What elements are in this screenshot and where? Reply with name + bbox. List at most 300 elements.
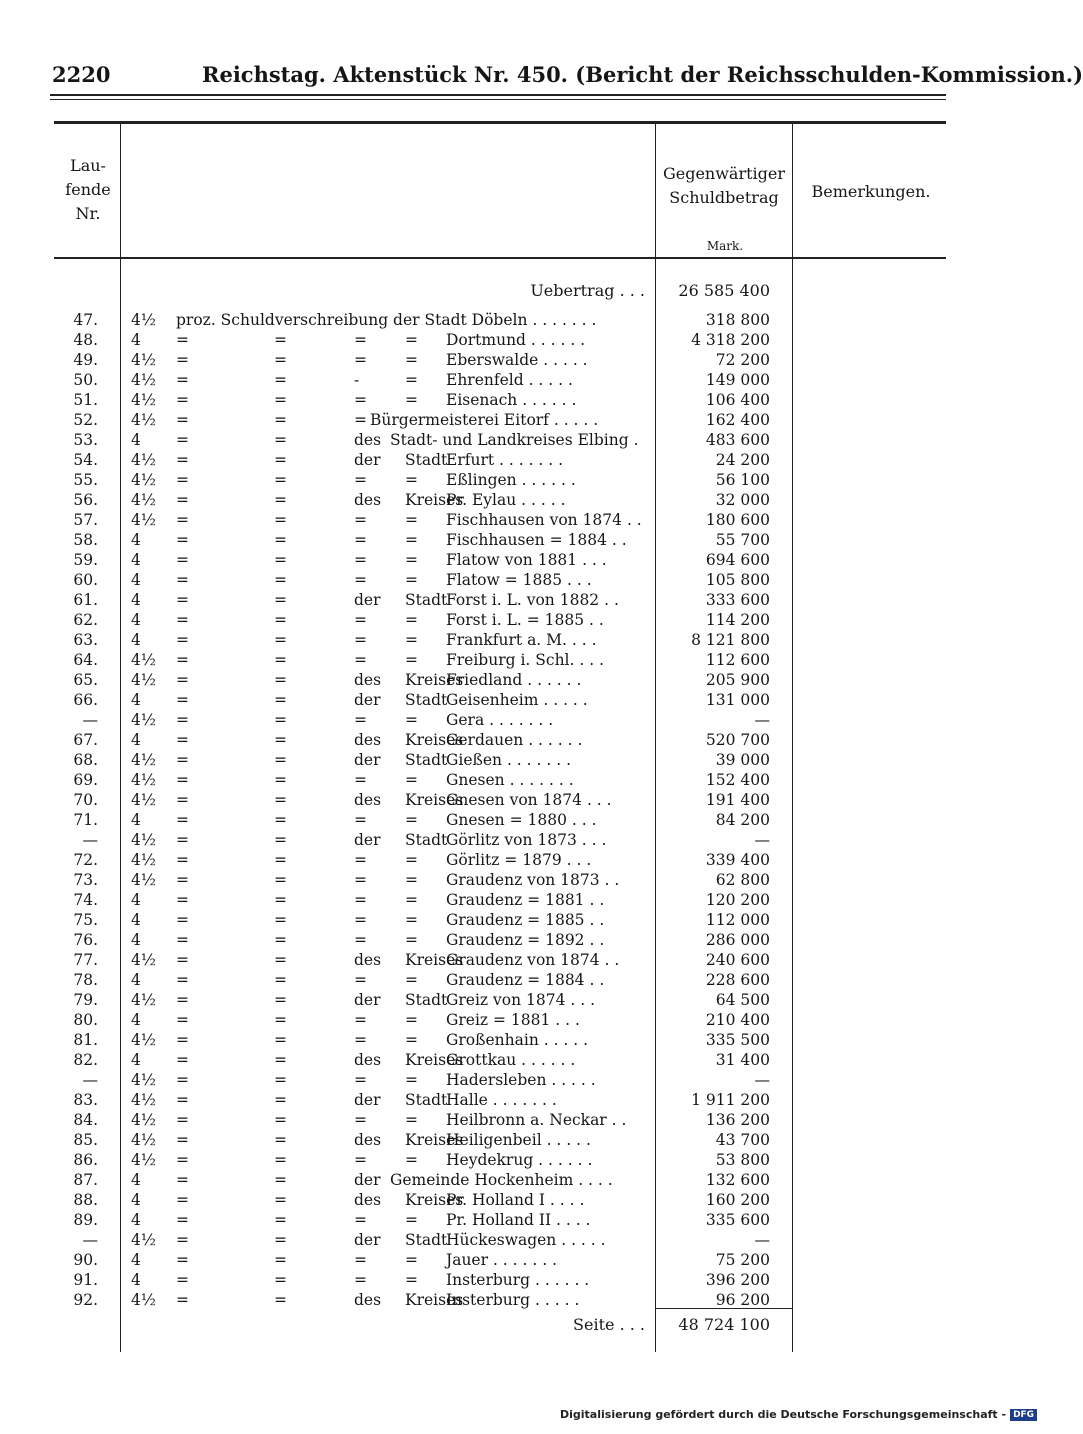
- issuer-type: =: [405, 1111, 418, 1129]
- interest-rate: 4½: [131, 1131, 156, 1149]
- issuer-article: der: [354, 691, 381, 709]
- issuer-article: =: [354, 1251, 367, 1269]
- issuer-name: Dortmund . . . . . .: [446, 331, 586, 349]
- interest-rate: 4½: [131, 951, 156, 969]
- row-number: 72.: [73, 851, 98, 869]
- ditto-mark: =: [274, 991, 287, 1009]
- interest-rate: 4: [131, 891, 141, 909]
- header-title: Reichstag. Aktenstück Nr. 450. (Bericht der Reichsschulden-Kommission.): [202, 62, 1083, 87]
- ditto-mark: =: [176, 1251, 189, 1269]
- current-debt-amount: —: [754, 1231, 770, 1249]
- issuer-article: =: [354, 611, 367, 629]
- current-debt-amount: 64 500: [715, 991, 770, 1009]
- table-row: [0, 1210, 1000, 1230]
- issuer-article: =: [354, 891, 367, 909]
- issuer-article: =: [354, 351, 367, 369]
- current-debt-amount: 131 000: [705, 691, 770, 709]
- ditto-mark: =: [274, 391, 287, 409]
- issuer-name: Fischhausen = 1884 . .: [446, 531, 627, 549]
- page-number: 2220: [52, 62, 111, 87]
- ditto-mark: =: [274, 1051, 287, 1069]
- page-header: [52, 62, 1083, 92]
- issuer-type: =: [405, 931, 418, 949]
- interest-rate: 4½: [131, 511, 156, 529]
- ditto-mark: =: [274, 951, 287, 969]
- ditto-mark: =: [274, 571, 287, 589]
- row-number: 54.: [73, 451, 98, 469]
- issuer-article: =: [354, 851, 367, 869]
- interest-rate: 4½: [131, 351, 156, 369]
- table-row: [0, 790, 1000, 810]
- issuer-article: =: [354, 971, 367, 989]
- issuer-type: =: [405, 711, 418, 729]
- table-row: [0, 450, 1000, 470]
- ditto-mark: =: [176, 851, 189, 869]
- row-number: 87.: [73, 1171, 98, 1189]
- interest-rate: 4½: [131, 1291, 156, 1309]
- table-row: [0, 850, 1000, 870]
- table-row: [0, 510, 1000, 530]
- interest-rate: 4: [131, 571, 141, 589]
- ditto-mark: =: [274, 491, 287, 509]
- ditto-mark: =: [176, 731, 189, 749]
- interest-rate: 4½: [131, 671, 156, 689]
- table-row: [0, 830, 1000, 850]
- ditto-mark: =: [176, 831, 189, 849]
- interest-rate: 4½: [131, 1151, 156, 1169]
- table-row: [0, 710, 1000, 730]
- current-debt-amount: 43 700: [715, 1131, 770, 1149]
- row-number: 61.: [73, 591, 98, 609]
- issuer-type: =: [405, 471, 418, 489]
- ditto-mark: =: [176, 1111, 189, 1129]
- ditto-mark: =: [176, 951, 189, 969]
- issuer-name: Forst i. L. = 1885 . .: [446, 611, 604, 629]
- row-number: 65.: [73, 671, 98, 689]
- ditto-mark: =: [274, 1171, 287, 1189]
- issuer-article: der: [354, 591, 381, 609]
- ditto-mark: =: [274, 611, 287, 629]
- ditto-mark: =: [274, 751, 287, 769]
- issuer-article: =: [354, 331, 367, 349]
- ditto-mark: =: [176, 1171, 189, 1189]
- issuer-article: des: [354, 431, 382, 449]
- current-debt-amount: 31 400: [715, 1051, 770, 1069]
- issuer-type: =: [405, 511, 418, 529]
- issuer-type: Kreises: [405, 1131, 464, 1149]
- ditto-mark: =: [176, 631, 189, 649]
- ditto-mark: =: [274, 1111, 287, 1129]
- issuer-type: Kreises: [405, 731, 464, 749]
- table-row: [0, 1110, 1000, 1130]
- ditto-mark: =: [176, 791, 189, 809]
- issuer-type: Kreises: [405, 1191, 464, 1209]
- row-number: 74.: [73, 891, 98, 909]
- ditto-mark: =: [274, 691, 287, 709]
- ditto-mark: =: [176, 371, 189, 389]
- table-row: [0, 890, 1000, 910]
- issuer-article: der: [354, 1091, 381, 1109]
- issuer-name: Frankfurt a. M. . . .: [446, 631, 597, 649]
- current-debt-amount: 8 121 800: [691, 631, 770, 649]
- ditto-mark: =: [274, 1131, 287, 1149]
- row-number: 77.: [73, 951, 98, 969]
- issuer-type: =: [405, 551, 418, 569]
- ditto-mark: =: [176, 491, 189, 509]
- current-debt-amount: 84 200: [715, 811, 770, 829]
- issuer-type: =: [405, 1011, 418, 1029]
- issuer-name: Gera . . . . . . .: [446, 711, 554, 729]
- ditto-mark: =: [176, 691, 189, 709]
- current-debt-amount: 180 600: [705, 511, 770, 529]
- issuer-name: Görlitz = 1879 . . .: [446, 851, 592, 869]
- current-debt-amount: —: [754, 831, 770, 849]
- row-number: 55.: [73, 471, 98, 489]
- row-number: —: [82, 1071, 98, 1089]
- table-head-rule: [54, 257, 946, 259]
- ditto-mark: =: [176, 1031, 189, 1049]
- row-number: 70.: [73, 791, 98, 809]
- ditto-mark: =: [176, 611, 189, 629]
- interest-rate: 4: [131, 931, 141, 949]
- issuer-article: -: [354, 371, 360, 389]
- current-debt-amount: 396 200: [705, 1271, 770, 1289]
- issuer-type: =: [405, 971, 418, 989]
- issuer-name: Gemeinde Hockenheim . . . .: [390, 1171, 613, 1189]
- page-total-label: Seite . . .: [573, 1315, 645, 1334]
- current-debt-amount: —: [754, 711, 770, 729]
- ditto-mark: =: [176, 1151, 189, 1169]
- interest-rate: 4½: [131, 1231, 156, 1249]
- ditto-mark: =: [274, 931, 287, 949]
- table-row: [0, 570, 1000, 590]
- ditto-mark: =: [274, 551, 287, 569]
- carry-over-label: Uebertrag . . .: [530, 281, 645, 300]
- table-top-rule: [54, 121, 946, 124]
- row-number: 48.: [73, 331, 98, 349]
- carry-over-amount: 26 585 400: [678, 281, 770, 300]
- row-number: 79.: [73, 991, 98, 1009]
- issuer-name: Freiburg i. Schl. . . .: [446, 651, 604, 669]
- issuer-article: =: [354, 471, 367, 489]
- table-row: [0, 490, 1000, 510]
- issuer-article: =: [354, 771, 367, 789]
- interest-rate: 4½: [131, 831, 156, 849]
- issuer-type: =: [405, 571, 418, 589]
- issuer-type: Kreises: [405, 951, 464, 969]
- interest-rate: 4½: [131, 711, 156, 729]
- ditto-mark: =: [176, 1191, 189, 1209]
- issuer-name: Pr. Holland I . . . .: [446, 1191, 585, 1209]
- footer-text: Digitalisierung gefördert durch die Deutsche Forschungsgemeinschaft -: [560, 1408, 1007, 1421]
- ditto-mark: =: [274, 471, 287, 489]
- current-debt-amount: 286 000: [705, 931, 770, 949]
- issuer-type: =: [405, 351, 418, 369]
- table-row: [0, 910, 1000, 930]
- issuer-article: der: [354, 751, 381, 769]
- table-row: [0, 1130, 1000, 1150]
- issuer-name: Eberswalde . . . . .: [446, 351, 588, 369]
- ditto-mark: =: [176, 551, 189, 569]
- current-debt-amount: 520 700: [705, 731, 770, 749]
- row-number: —: [82, 1231, 98, 1249]
- issuer-name: Gerdauen . . . . . .: [446, 731, 583, 749]
- row-number: 60.: [73, 571, 98, 589]
- table-row: [0, 1290, 1000, 1310]
- row-number: 49.: [73, 351, 98, 369]
- ditto-mark: =: [274, 431, 287, 449]
- row-number: 67.: [73, 731, 98, 749]
- ditto-mark: =: [274, 731, 287, 749]
- current-debt-amount: 39 000: [715, 751, 770, 769]
- table-row: [0, 1010, 1000, 1030]
- current-debt-amount: 72 200: [715, 351, 770, 369]
- table-row: [0, 630, 1000, 650]
- ditto-mark: =: [274, 531, 287, 549]
- ditto-mark: =: [176, 411, 189, 429]
- ditto-mark: =: [176, 531, 189, 549]
- issuer-article: der: [354, 1171, 381, 1189]
- interest-rate: 4: [131, 691, 141, 709]
- table-row: [0, 550, 1000, 570]
- ditto-mark: =: [274, 1091, 287, 1109]
- current-debt-amount: 132 600: [705, 1171, 770, 1189]
- row-number: 63.: [73, 631, 98, 649]
- ditto-mark: =: [274, 671, 287, 689]
- interest-rate: 4: [131, 531, 141, 549]
- row-number: 73.: [73, 871, 98, 889]
- ditto-mark: =: [176, 511, 189, 529]
- ditto-mark: =: [274, 1231, 287, 1249]
- dfg-logo-icon: DFG: [1010, 1409, 1037, 1421]
- issuer-name: Greiz von 1874 . . .: [446, 991, 596, 1009]
- page-total-amount: 48 724 100: [678, 1315, 770, 1334]
- ditto-mark: =: [176, 671, 189, 689]
- row-number: 57.: [73, 511, 98, 529]
- interest-rate: 4: [131, 591, 141, 609]
- current-debt-amount: 483 600: [705, 431, 770, 449]
- table-row: [0, 1150, 1000, 1170]
- current-debt-amount: 152 400: [705, 771, 770, 789]
- ditto-mark: =: [176, 1231, 189, 1249]
- issuer-name: Friedland . . . . . .: [446, 671, 582, 689]
- table-row: [0, 1270, 1000, 1290]
- col-header-nr: Lau- fende Nr.: [65, 156, 111, 223]
- issuer-type: Stadt: [405, 691, 448, 709]
- ditto-mark: =: [176, 891, 189, 909]
- ditto-mark: =: [176, 351, 189, 369]
- issuer-article: =: [354, 1111, 367, 1129]
- interest-rate: 4: [131, 1271, 141, 1289]
- table-row: [0, 730, 1000, 750]
- row-number: 91.: [73, 1271, 98, 1289]
- issuer-article: =: [354, 551, 367, 569]
- table-row: [0, 950, 1000, 970]
- table-row: [0, 1070, 1000, 1090]
- issuer-article: der: [354, 831, 381, 849]
- table-row: [0, 750, 1000, 770]
- ditto-mark: =: [176, 571, 189, 589]
- issuer-article: =: [354, 1151, 367, 1169]
- ditto-mark: =: [274, 331, 287, 349]
- col-header-amount: Gegenwärtiger Schuldbetrag: [662, 164, 786, 207]
- table-row: [0, 1050, 1000, 1070]
- issuer-name: Halle . . . . . . .: [446, 1091, 557, 1109]
- ditto-mark: =: [274, 351, 287, 369]
- issuer-article: =: [354, 931, 367, 949]
- issuer-name: Pr. Eylau . . . . .: [446, 491, 566, 509]
- current-debt-amount: 105 800: [705, 571, 770, 589]
- issuer-name: Fischhausen von 1874 . .: [446, 511, 642, 529]
- issuer-article: =: [354, 411, 367, 429]
- issuer-article: =: [354, 1071, 367, 1089]
- table-row: [0, 1250, 1000, 1270]
- issuer-name: Flatow von 1881 . . .: [446, 551, 607, 569]
- issuer-type: =: [405, 811, 418, 829]
- interest-rate: 4½: [131, 651, 156, 669]
- interest-rate: 4½: [131, 751, 156, 769]
- header-rule-bottom: [50, 99, 946, 100]
- row-number: 81.: [73, 1031, 98, 1049]
- ditto-mark: =: [274, 411, 287, 429]
- issuer-name: Eßlingen . . . . . .: [446, 471, 576, 489]
- issuer-article: des: [354, 951, 382, 969]
- interest-rate: 4½: [131, 791, 156, 809]
- ditto-mark: =: [274, 1211, 287, 1229]
- issuer-type: =: [405, 1151, 418, 1169]
- issuer-article: des: [354, 731, 382, 749]
- issuer-article: =: [354, 631, 367, 649]
- table-row: [0, 670, 1000, 690]
- row-number: 88.: [73, 1191, 98, 1209]
- ditto-mark: =: [274, 1291, 287, 1309]
- issuer-name: Gnesen von 1874 . . .: [446, 791, 612, 809]
- current-debt-amount: 162 400: [705, 411, 770, 429]
- issuer-name: Erfurt . . . . . . .: [446, 451, 564, 469]
- issuer-type: Stadt: [405, 751, 448, 769]
- table-row: [0, 310, 1000, 330]
- interest-rate: 4½: [131, 771, 156, 789]
- issuer-article: =: [354, 811, 367, 829]
- issuer-type: Stadt: [405, 1091, 448, 1109]
- ditto-mark: =: [274, 591, 287, 609]
- row-number: 56.: [73, 491, 98, 509]
- interest-rate: 4: [131, 1051, 141, 1069]
- issuer-type: Kreises: [405, 1291, 464, 1309]
- ditto-mark: =: [176, 1011, 189, 1029]
- ditto-mark: =: [176, 871, 189, 889]
- issuer-name: Jauer . . . . . . .: [446, 1251, 557, 1269]
- issuer-name: Greiz = 1881 . . .: [446, 1011, 580, 1029]
- row-number: 83.: [73, 1091, 98, 1109]
- issuer-type: =: [405, 911, 418, 929]
- ditto-mark: =: [274, 911, 287, 929]
- ditto-mark: =: [274, 1011, 287, 1029]
- interest-rate: 4: [131, 971, 141, 989]
- issuer-type: =: [405, 611, 418, 629]
- issuer-article: =: [354, 511, 367, 529]
- table-row: [0, 690, 1000, 710]
- ditto-mark: =: [176, 391, 189, 409]
- issuer-name: Graudenz = 1884 . .: [446, 971, 605, 989]
- issuer-article: =: [354, 1271, 367, 1289]
- ditto-mark: =: [274, 511, 287, 529]
- row-number: 66.: [73, 691, 98, 709]
- row-number: 78.: [73, 971, 98, 989]
- issuer-article: =: [354, 651, 367, 669]
- current-debt-amount: 112 000: [705, 911, 770, 929]
- current-debt-amount: 114 200: [705, 611, 770, 629]
- issuer-type: =: [405, 531, 418, 549]
- issuer-type: Stadt: [405, 1231, 448, 1249]
- ditto-mark: =: [176, 471, 189, 489]
- interest-rate: 4½: [131, 411, 156, 429]
- row-number: 71.: [73, 811, 98, 829]
- current-debt-amount: 96 200: [715, 1291, 770, 1309]
- current-debt-amount: 32 000: [715, 491, 770, 509]
- issuer-name: Ehrenfeld . . . . .: [446, 371, 573, 389]
- interest-rate: 4: [131, 1171, 141, 1189]
- ditto-mark: =: [176, 1131, 189, 1149]
- row-number: —: [82, 831, 98, 849]
- ditto-mark: =: [274, 851, 287, 869]
- row-number: 89.: [73, 1211, 98, 1229]
- issuer-type: Kreises: [405, 491, 464, 509]
- interest-rate: 4: [131, 811, 141, 829]
- interest-rate: 4½: [131, 491, 156, 509]
- table-row: [0, 610, 1000, 630]
- issuer-name: Graudenz = 1885 . .: [446, 911, 605, 929]
- issuer-name: Graudenz = 1881 . .: [446, 891, 605, 909]
- row-number: 62.: [73, 611, 98, 629]
- ditto-mark: =: [274, 771, 287, 789]
- issuer-article: =: [354, 911, 367, 929]
- ditto-mark: =: [176, 591, 189, 609]
- debt-description: proz. Schuldverschreibung der Stadt Döbeln . . . . . . .: [176, 311, 597, 329]
- issuer-article: der: [354, 991, 381, 1009]
- table-row: [0, 870, 1000, 890]
- current-debt-amount: 333 600: [705, 591, 770, 609]
- table-row: [0, 430, 1000, 450]
- table-row: [0, 390, 1000, 410]
- interest-rate: 4: [131, 911, 141, 929]
- current-debt-amount: 112 600: [705, 651, 770, 669]
- issuer-type: =: [405, 631, 418, 649]
- issuer-type: =: [405, 1211, 418, 1229]
- issuer-name: Graudenz = 1892 . .: [446, 931, 605, 949]
- current-debt-amount: 335 600: [705, 1211, 770, 1229]
- issuer-name: Insterburg . . . . .: [446, 1291, 580, 1309]
- ditto-mark: =: [274, 1031, 287, 1049]
- issuer-article: =: [354, 1211, 367, 1229]
- table-row: [0, 1030, 1000, 1050]
- issuer-name: Pr. Holland II . . . .: [446, 1211, 591, 1229]
- current-debt-amount: 694 600: [705, 551, 770, 569]
- issuer-name: Görlitz von 1873 . . .: [446, 831, 607, 849]
- ditto-mark: =: [176, 1291, 189, 1309]
- table-row: [0, 590, 1000, 610]
- current-debt-amount: 62 800: [715, 871, 770, 889]
- issuer-article: =: [354, 531, 367, 549]
- row-number: 82.: [73, 1051, 98, 1069]
- issuer-type: =: [405, 331, 418, 349]
- issuer-type: =: [405, 871, 418, 889]
- ditto-mark: =: [176, 771, 189, 789]
- issuer-article: =: [354, 391, 367, 409]
- ditto-mark: =: [176, 1091, 189, 1109]
- interest-rate: 4: [131, 1191, 141, 1209]
- issuer-article: der: [354, 1231, 381, 1249]
